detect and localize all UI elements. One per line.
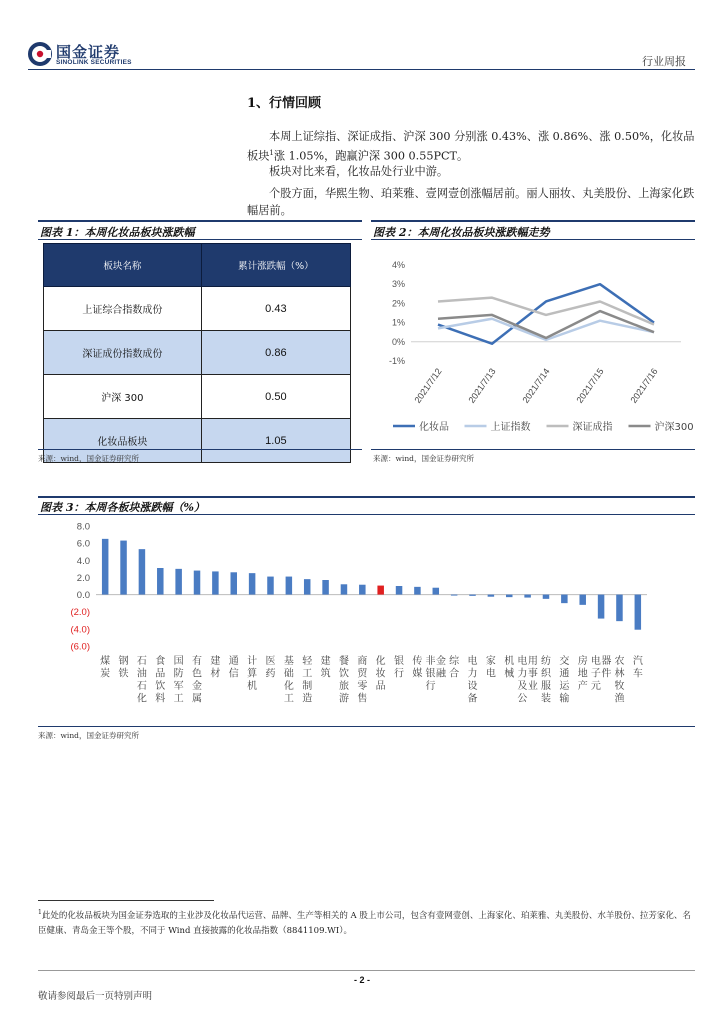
legend-label: 沪深300 [654,422,694,433]
logo-text-en: SINOLINK SECURITIES [56,59,132,66]
disclaimer-note: 敬请参阅最后一页特别声明 [38,991,153,1002]
footnote-ref[interactable]: 1 [269,149,274,157]
fig1-rule-mid [38,239,362,240]
x-category-label: 综合 [449,656,460,680]
bar [561,595,568,604]
bar [579,595,586,605]
bar [469,595,476,596]
y-tick-label: 4.0 [76,555,90,567]
bar [341,584,348,594]
bar [267,577,274,595]
bar [175,569,182,595]
bar [635,595,642,630]
x-category-label: 餐饮旅游 [338,656,349,705]
y-tick-label: -1% [388,356,405,366]
bar [194,571,201,595]
x-category-label: 建筑 [320,656,331,680]
y-tick-label: 1% [391,317,405,328]
y-tick-label: 4% [391,260,405,270]
fig1-rule-bottom [38,449,362,450]
x-tick-label: 2021/7/12 [412,366,444,405]
footnote [38,905,698,939]
fig3-rule-top [38,496,695,498]
table-cell-name: 上证综合指数成份 [44,287,202,331]
fig3-rule-mid [38,514,695,515]
x-category-label: 建材 [210,656,221,680]
legend-label: 深证成指 [572,422,613,433]
footer-divider [38,970,695,971]
paragraph-1-a: 本周上证综指、深证成指、沪深 300 分别涨 0.43%、涨 0.86%、涨 0.50%，化妆品板块 [247,130,695,163]
x-category-label: 农林牧渔 [614,656,625,705]
table-cell-name: 沪深 300 [44,375,202,419]
document-type: 行业周报 [642,55,686,68]
x-category-label: 医药 [265,656,276,680]
table-cell-value: 0.50 [201,375,350,419]
bar [286,577,293,595]
bar [433,588,440,595]
x-category-label: 机械 [504,656,515,680]
logo-mark-icon [28,42,52,66]
x-category-label: 家电 [485,656,496,680]
bar [249,573,256,594]
y-tick-label: 3% [391,279,405,290]
x-category-label: 基础化工 [283,656,294,705]
bar [543,595,550,599]
bar [396,586,403,595]
paragraph-3 [247,185,695,219]
paragraph-3-text: 个股方面，华熙生物、珀莱雅、壹网壹创涨幅居前。丽人丽妆、丸美股份、上海家化跌幅居前。 [247,187,695,217]
table-row [44,331,351,375]
paragraph-2 [247,163,695,180]
paragraph-1 [247,128,695,165]
fig1-table [43,243,351,463]
bar [488,595,495,597]
y-tick-label: 0.0 [76,590,90,602]
x-category-label: 汽车 [632,656,643,680]
bar [157,568,164,595]
legend-label: 上证指数 [490,422,531,433]
fig3-title: 图表 3：本周各板块涨跌幅（%） [40,501,205,514]
y-tick-label: 2% [391,298,405,309]
x-category-label: 银行 [394,656,405,680]
x-category-label: 煤炭 [100,656,111,680]
x-category-label: 电力及公用事业 [517,656,538,705]
x-category-label: 交通运输 [559,656,570,705]
table-cell-value: 1.05 [201,419,350,463]
fig2-source: 来源：wind，国金证券研究所 [373,454,474,463]
table-cell-name: 深证成份指数成份 [44,331,202,375]
fig2-rule-top [371,220,695,222]
table-row [44,375,351,419]
fig1-source: 来源：wind，国金证券研究所 [38,454,139,463]
bar [231,572,238,594]
x-category-label: 轻工制造 [302,656,313,705]
table-cell-value: 0.43 [201,287,350,331]
fig3-bar-chart [38,516,695,724]
bar [524,595,531,598]
x-category-label: 食品饮料 [155,656,166,705]
fig3-rule-bottom [38,726,695,727]
x-tick-label: 2021/7/16 [628,366,660,405]
bar [304,579,311,594]
fig2-rule-bottom [371,449,695,450]
x-category-label: 化妆品 [375,656,386,692]
x-category-label: 商贸零售 [357,656,368,705]
page-number: - 2 - [353,975,370,985]
footnote-text: 此处的化妆品板块为国金证券选取的主业涉及化妆品代运营、品牌、生产等相关的 A 股上市公司，包含有壹网壹创、上海家化、珀莱雅、丸美股份、水羊股份、拉芳家化、名臣健康、青岛金王等个股，不同于 Wind 直接披露的化妆品指数（8841109.WI）。 [38,910,691,936]
bar [451,595,458,596]
bar [377,586,384,595]
y-tick-label: (4.0) [70,624,90,636]
table-row [44,287,351,331]
bar [102,539,109,595]
logo-text-cn: 国金证券 [56,43,121,61]
fig1-rule-top [38,220,362,222]
bar [120,541,127,595]
y-tick-label: 2.0 [76,572,90,584]
bar [322,580,329,595]
bar [359,585,366,595]
table-header-row [44,244,351,287]
fig3-source: 来源：wind，国金证券研究所 [38,731,139,740]
legend-label: 化妆品 [419,422,449,433]
table-cell-name: 化妆品板块 [44,419,202,463]
x-tick-label: 2021/7/15 [574,366,606,405]
fig2-rule-mid [371,239,695,240]
x-category-label: 有色金属 [192,656,203,705]
x-category-label: 房地产 [577,656,588,692]
x-tick-label: 2021/7/14 [520,366,552,405]
y-tick-label: 6.0 [76,538,90,550]
bar [616,595,623,622]
x-category-label: 传媒 [412,656,423,680]
x-category-label: 电子元器件 [590,656,612,692]
paragraph-1-b: 涨 1.05%，跑赢沪深 300 0.55PCT。 [273,149,469,163]
x-category-label: 纺织服装 [540,656,551,705]
bar [414,587,421,595]
x-tick-label: 2021/7/13 [466,366,498,405]
x-category-label: 非银行金融 [425,656,447,692]
bar [212,571,219,594]
header-divider [28,69,695,70]
table-header-name: 板块名称 [44,244,202,287]
paragraph-2-text: 板块对比来看，化妆品处行业中游。 [269,165,449,178]
x-category-label: 计算机 [247,656,258,692]
footnote-marker: 1 [38,909,42,916]
bar [139,549,146,594]
y-tick-label: (2.0) [70,607,90,619]
footnote-divider [38,900,214,901]
bar [506,595,513,598]
y-tick-label: (6.0) [70,641,90,653]
x-category-label: 通信 [228,656,239,680]
x-category-label: 电力设备 [467,656,478,705]
fig1-title: 图表 1：本周化妆品板块涨跌幅 [40,226,195,239]
fig2-line-chart [371,241,695,447]
section-title: 1、行情回顾 [247,96,322,111]
x-category-label: 国防军工 [173,656,184,705]
company-logo [28,41,132,69]
y-tick-label: 8.0 [76,521,90,533]
table-cell-value: 0.86 [201,331,350,375]
x-category-label: 石油石化 [136,656,147,705]
x-category-label: 钢铁 [118,656,129,680]
fig2-title: 图表 2：本周化妆品板块涨跌幅走势 [373,226,550,239]
table-header-value: 累计涨跌幅（%） [201,244,350,287]
y-tick-label: 0% [391,336,405,347]
bar [598,595,605,619]
